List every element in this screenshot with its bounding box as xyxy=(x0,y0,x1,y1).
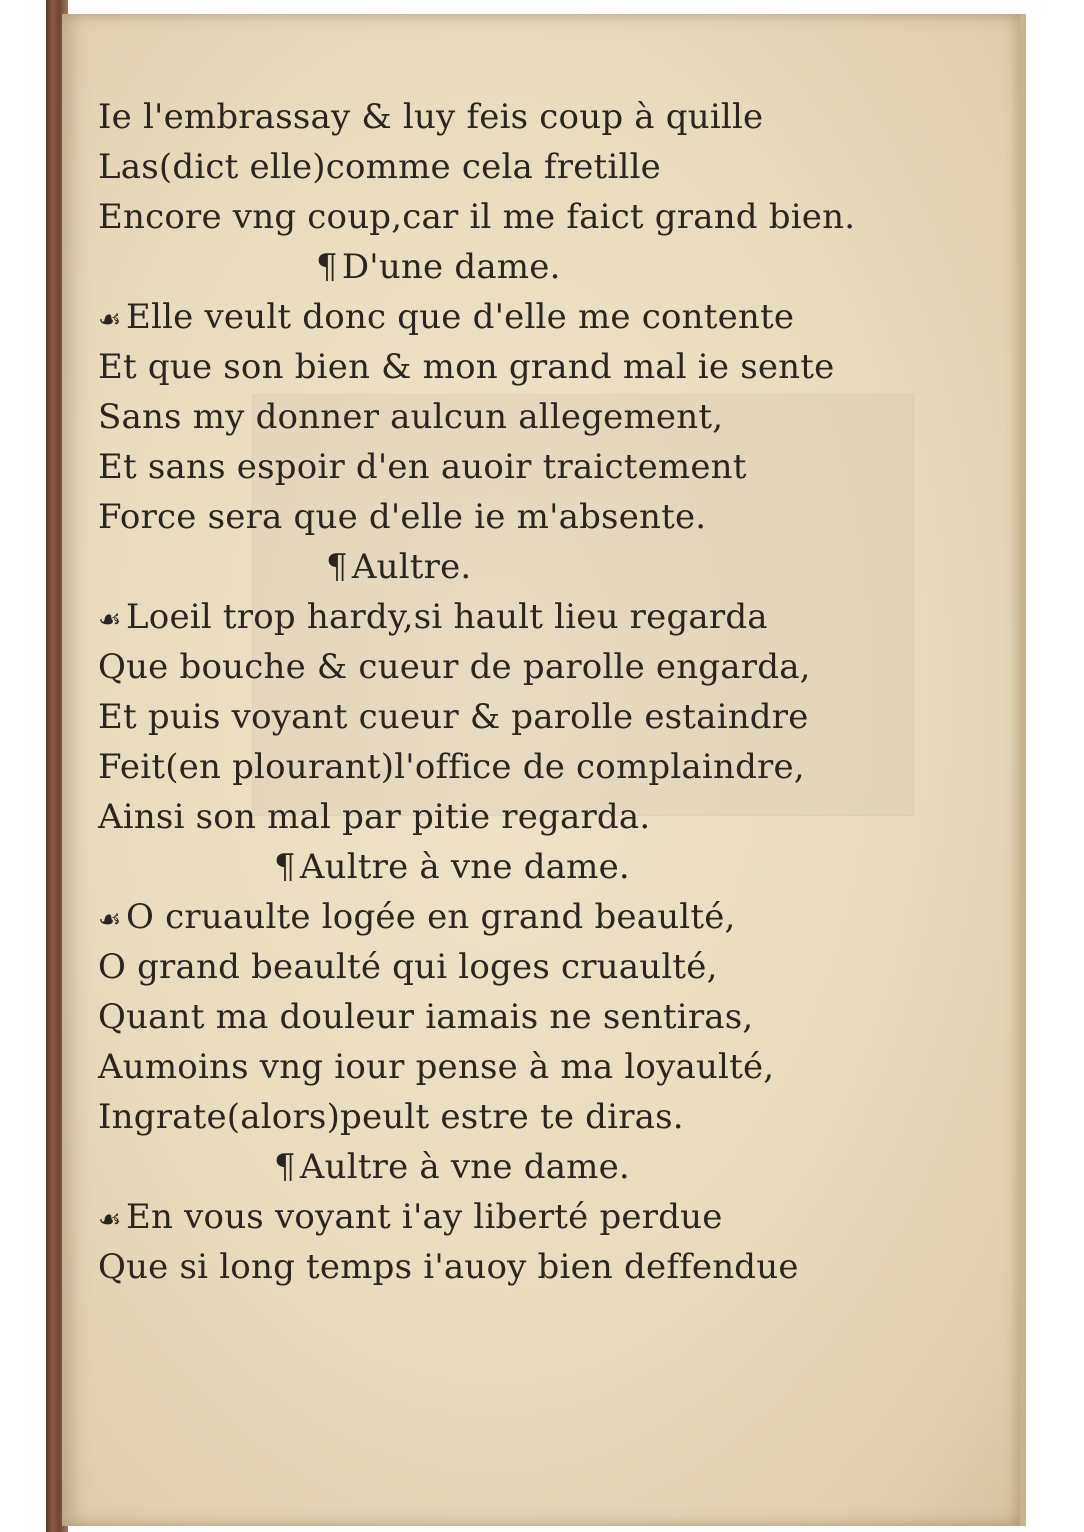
verse-line: Ie l'embrassay & luy feis coup à quille xyxy=(98,97,764,137)
pilcrow-mark: ¶ xyxy=(316,247,338,287)
verse-line: Sans my donner aulcun allegement, xyxy=(98,397,724,437)
verse-line: ☙ Elle veult donc que d'elle me contente xyxy=(98,292,958,342)
verse-line: Et puis voyant cueur & parolle estaindre xyxy=(98,697,809,737)
section-heading: ¶ Aultre à vne dame. xyxy=(274,847,630,887)
verse-line: Que si long temps i'auoy bien deffendue xyxy=(98,1247,799,1287)
verse-line: Quant ma douleur iamais ne sentiras, xyxy=(98,997,754,1037)
verse-line: Ainsi son mal par pitie regarda. xyxy=(98,797,651,837)
fleuron-icon: ☙ xyxy=(98,905,122,935)
pilcrow-mark: ¶ xyxy=(274,847,296,887)
fleuron-icon: ☙ xyxy=(98,305,122,335)
poem-text xyxy=(98,92,958,1292)
verse-line: Feit(en plourant)l'office de complaindre, xyxy=(98,747,805,787)
scan-margin xyxy=(1026,0,1084,1532)
verse-line: ☙ O cruaulte logée en grand beaulté, xyxy=(98,892,958,942)
section-heading: ¶ Aultre. xyxy=(326,547,472,587)
verse-line: O grand beaulté qui loges cruaulté, xyxy=(98,947,718,987)
verse-line: Las(dict elle)comme cela fretille xyxy=(98,147,661,187)
verse-line: Force sera que d'elle ie m'absente. xyxy=(98,497,707,537)
verse-line: Ingrate(alors)peult estre te diras. xyxy=(98,1097,684,1137)
pilcrow-mark: ¶ xyxy=(326,547,348,587)
section-heading: ¶ D'une dame. xyxy=(316,247,561,287)
verse-line: ☙ En vous voyant i'ay liberté perdue xyxy=(98,1192,958,1242)
verse-line: Et sans espoir d'en auoir traictement xyxy=(98,447,747,487)
fleuron-icon: ☙ xyxy=(98,1205,122,1235)
verse-line: Aumoins vng iour pense à ma loyaulté, xyxy=(98,1047,775,1087)
section-heading: ¶ Aultre à vne dame. xyxy=(274,1147,630,1187)
verse-line: ☙ Loeil trop hardy,si hault lieu regarda xyxy=(98,592,958,642)
fleuron-icon: ☙ xyxy=(98,605,122,635)
verse-line: Encore vng coup,car il me faict grand bien. xyxy=(98,197,856,237)
pilcrow-mark: ¶ xyxy=(274,1147,296,1187)
verse-line: Que bouche & cueur de parolle engarda, xyxy=(98,647,811,687)
verse-line: Et que son bien & mon grand mal ie sente xyxy=(98,347,835,387)
